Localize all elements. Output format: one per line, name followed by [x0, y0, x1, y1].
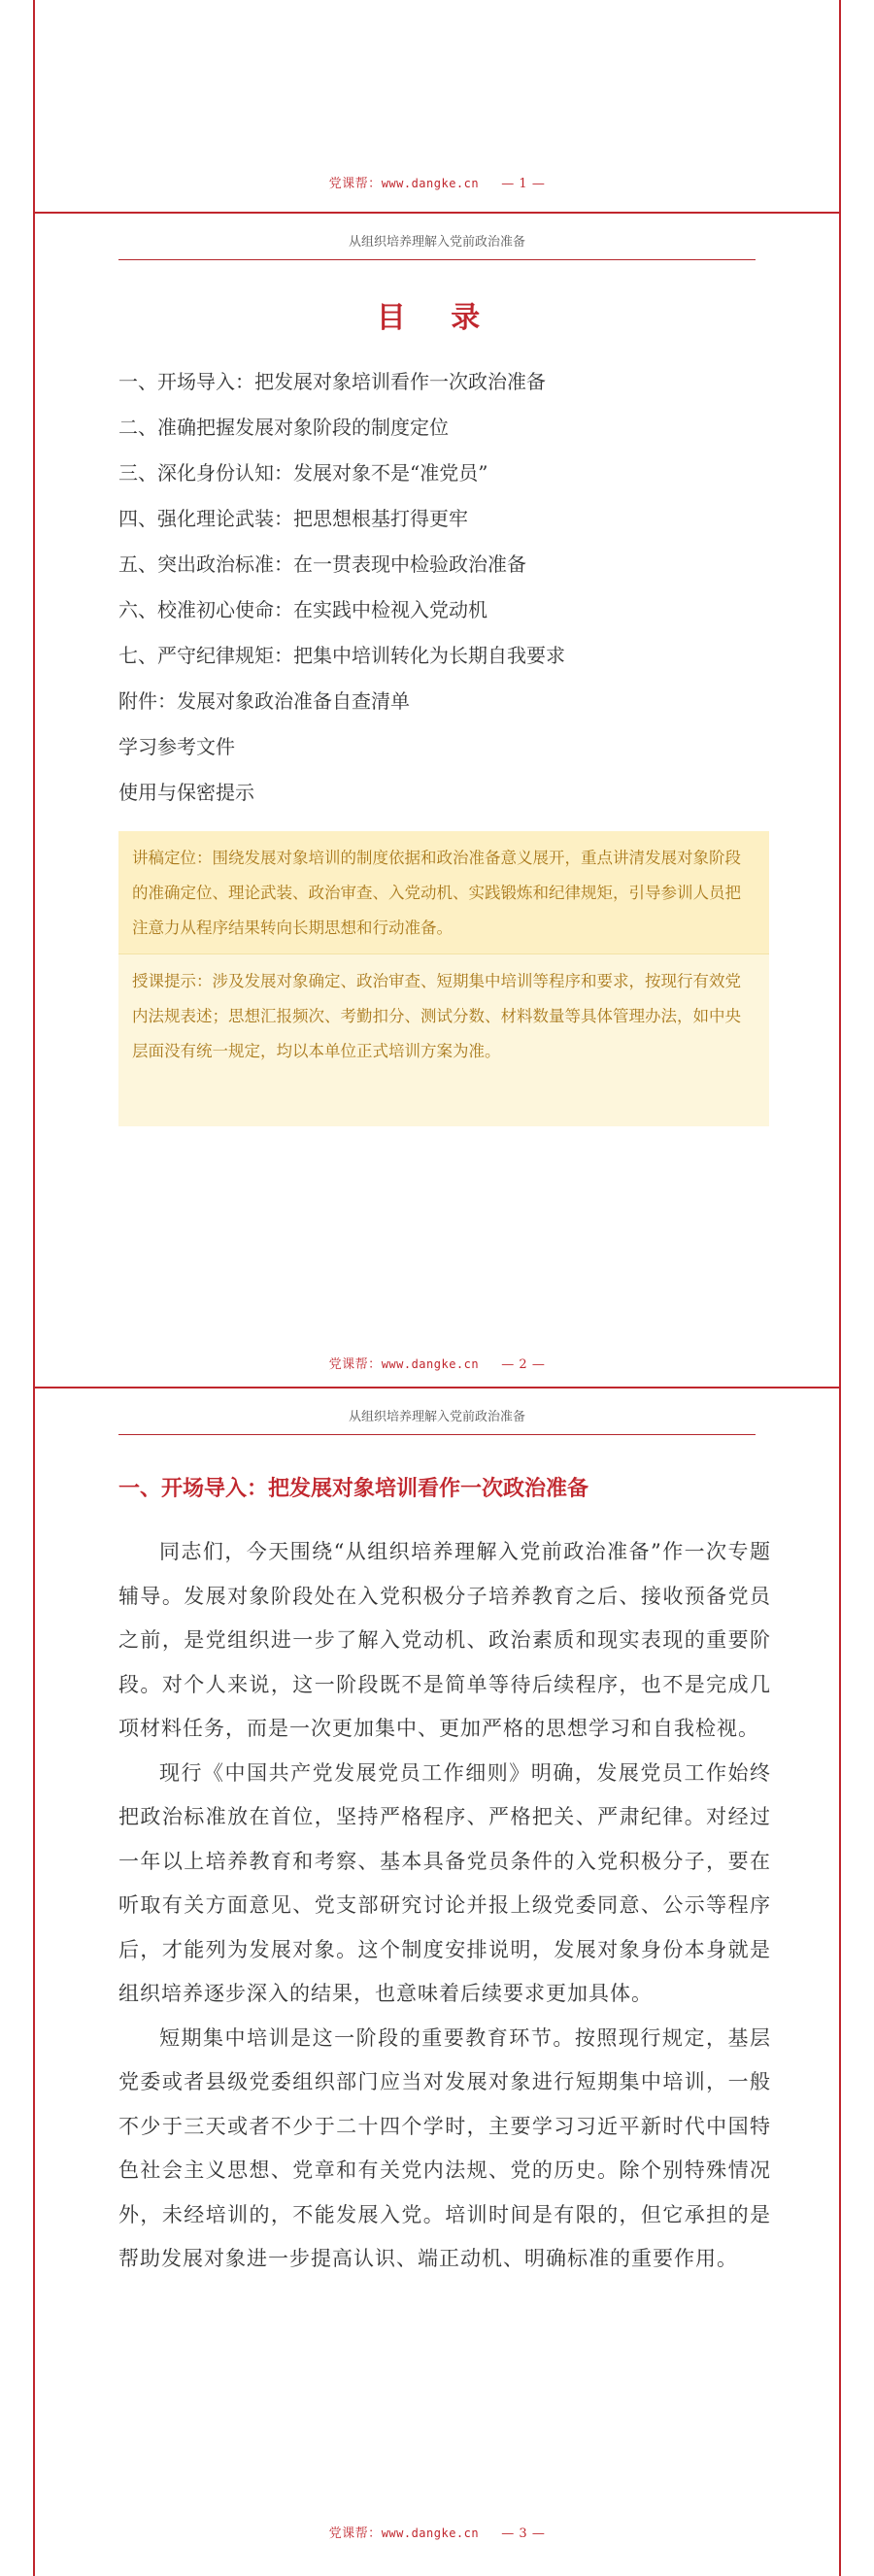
section-body — [118, 1530, 771, 2282]
page-footer — [35, 2523, 839, 2541]
positioning-note: 讲稿定位：围绕发展对象培训的制度依据和政治准备意义展开，重点讲清发展对象阶段的准确定位、理论武装、政治审查、入党动机、实践锻炼和纪律规矩，引导参训人员把注意力从程序结果转向长期思想和行动准备。 — [118, 831, 769, 953]
running-header: 从组织培养理解入党前政治准备 — [118, 231, 756, 260]
toc-item[interactable]: 附件：发展对象政治准备自查清单 — [118, 689, 410, 713]
footer-site-label: 党课帮： — [328, 177, 382, 191]
footer-site-url[interactable]: www.dangke.cn — [381, 177, 480, 190]
footer-site-url[interactable]: www.dangke.cn — [381, 1357, 480, 1371]
footer-site-label: 党课帮： — [328, 2526, 382, 2541]
toc-item[interactable]: 二、准确把握发展对象阶段的制度定位 — [118, 416, 449, 439]
body-paragraph: 同志们，今天围绕“从组织培养理解入党前政治准备”作一次专题辅导。发展对象阶段处在入党积极分子培养教育之后、接收预备党员之前，是党组织进一步了解入党动机、政治素质和现实表现的重要阶段。对个人来说，这一阶段既不是简单等待后续程序，也不是完成几项材料任务，而是一次更加集中、更加严格的思想学习和自我检视。 — [118, 1540, 771, 1740]
footer-site-url[interactable]: www.dangke.cn — [381, 2526, 480, 2540]
footer-site-label: 党课帮： — [328, 1357, 382, 1372]
section-heading: 一、开场导入：把发展对象培训看作一次政治准备 — [118, 1477, 589, 1501]
body-paragraph: 短期集中培训是这一阶段的重要教育环节。按照现行规定，基层党委或者县级党委组织部门应当对发展对象进行短期集中培训，一般不少于三天或者不少于二十四个学时，主要学习习近平新时代中国特色社会主义思想、党章和有关党内法规、党的历史。除个别特殊情况外，未经培训的，不能发展入党。培训时间是有限的，但它承担的是帮助发展对象进一步提高认识、端正动机、明确标准的重要作用。 — [118, 2025, 771, 2270]
toc-item[interactable]: 七、严守纪律规矩：把集中培训转化为长期自我要求 — [118, 644, 565, 667]
page-3 — [33, 1387, 841, 2576]
page-1 — [33, 0, 841, 212]
toc-title: 目 录 — [376, 301, 498, 335]
running-header: 从组织培养理解入党前政治准备 — [118, 1406, 756, 1435]
toc-item[interactable]: 一、开场导入：把发展对象培训看作一次政治准备 — [118, 370, 546, 393]
toc-item[interactable]: 四、强化理论武装：把思想根基打得更牢 — [118, 507, 468, 530]
toc-item[interactable]: 使用与保密提示 — [118, 781, 254, 804]
body-paragraph: 现行《中国共产党发展党员工作细则》明确，发展党员工作始终把政治标准放在首位，坚持严格程序、严格把关、严肃纪律。对经过一年以上培养教育和考察、基本具备党员条件的入党积极分子，要在听取有关方面意见、党支部研究讨论并报上级党委同意、公示等程序后，才能列为发展对象。这个制度安排说明，发展对象身份本身就是组织培养逐步深入的结果，也意味着后续要求更加具体。 — [118, 1760, 771, 2005]
toc-item[interactable]: 六、校准初心使命：在实践中检视入党动机 — [118, 598, 487, 621]
page-footer — [35, 1354, 839, 1372]
toc-item[interactable]: 五、突出政治标准：在一贯表现中检验政治准备 — [118, 552, 526, 576]
teaching-tip-note: 授课提示：涉及发展对象确定、政治审查、短期集中培训等程序和要求，按现行有效党内法规表述；思想汇报频次、考勤扣分、测试分数、材料数量等具体管理办法，如中央层面没有统一规定，均以本单位正式培训方案为准。 — [118, 953, 769, 1126]
toc-item[interactable]: 三、深化身份认知：发展对象不是“准党员” — [118, 461, 488, 485]
table-of-contents — [118, 359, 756, 816]
page-number: — 3 — — [501, 2526, 546, 2541]
toc-item[interactable]: 学习参考文件 — [118, 735, 235, 758]
page-number: — 2 — — [501, 1357, 546, 1372]
page-number: — 1 — — [501, 177, 546, 191]
page-footer — [35, 173, 839, 191]
page-2 — [33, 212, 841, 1387]
